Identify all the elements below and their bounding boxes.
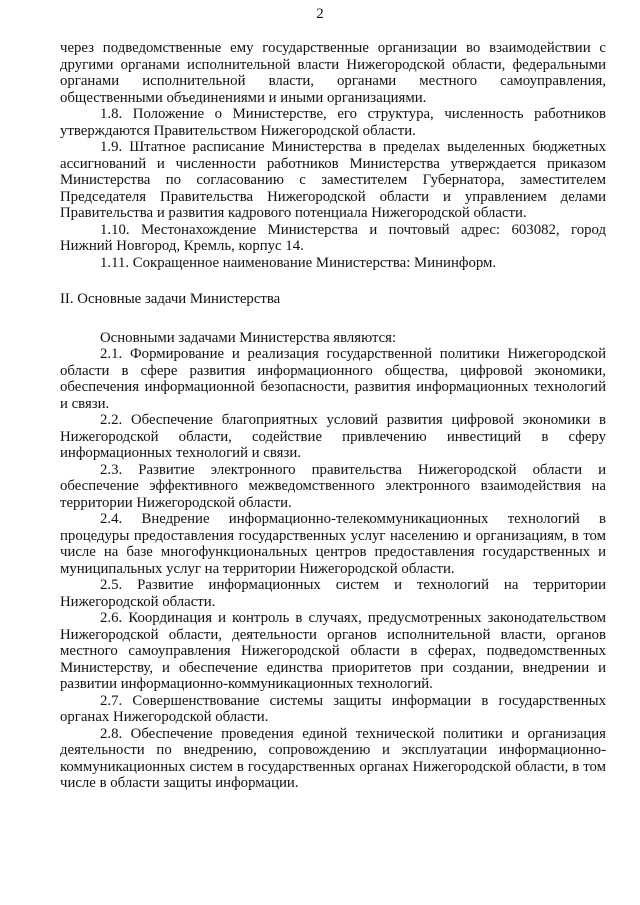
document-body <box>60 40 606 792</box>
paragraph-1-11: 1.11. Сокращенное наименование Министерства: Мининформ. <box>100 254 497 271</box>
paragraph-1-8: 1.8. Положение о Министерстве, его структура, численность работников утверждаются Правительством Нижегородской области. <box>60 106 606 139</box>
task-2-6: 2.6. Координация и контроль в случаях, предусмотренных законодательством Нижегородской области, деятельности органов исполнительной власти, органов местного самоуправления Нижегородской области в сферах, подведомственных Министерству, и обеспечение единства приоритетов при создании, внедрении и развитии информационно-коммуникационных технологий. <box>60 610 606 692</box>
task-2-5: 2.5. Развитие информационных систем и технологий на территории Нижегородской области. <box>60 577 606 610</box>
paragraph-1-9: 1.9. Штатное расписание Министерства в пределах выделенных бюджетных ассигнований и численности работников Министерства утверждается приказом Министерства по согласованию с заместителем Губернатора, заместителем Председателя Правительства Нижегородской области и управлением делами Правительства и развития кадрового потенциала Нижегородской области. <box>60 139 606 221</box>
task-2-7: 2.7. Совершенствование системы защиты информации в государственных органах Нижегородской области. <box>60 692 606 725</box>
paragraph-1-10: 1.10. Местонахождение Министерства и почтовый адрес: 603082, город Нижний Новгород, Кремль, корпус 14. <box>60 221 606 254</box>
section-intro: Основными задачами Министерства являются: <box>100 329 397 346</box>
section-heading: II. Основные задачи Министерства <box>60 291 281 307</box>
task-2-3: 2.3. Развитие электронного правительства Нижегородской области и обеспечение эффективного межведомственного электронного взаимодействия на территории Нижегородской области. <box>60 461 606 511</box>
task-2-1: 2.1. Формирование и реализация государственной политики Нижегородской области в сфере развития информационного общества, цифровой экономики, обеспечения информационной безопасности, развития информационных технологий и связи. <box>60 346 606 412</box>
task-2-8: 2.8. Обеспечение проведения единой технической политики и организация деятельности по внедрению, сопровождению и эксплуатации информационно-коммуникационных систем в государственных органах Нижегородской области, в том числе в области защиты информации. <box>60 725 606 791</box>
task-2-2: 2.2. Обеспечение благоприятных условий развития цифровой экономики в Нижегородской области, содействие привлечению инвестиций в сферу информационных технологий и связи. <box>60 412 606 461</box>
task-2-4: 2.4. Внедрение информационно-телекоммуникационных технологий в процедуры предоставления государственных услуг населению и организациям, в том числе на базе многофункциональных центров предоставления государственных и муниципальных услуг на территории Нижегородской области. <box>60 511 606 577</box>
page-number: 2 <box>316 6 324 22</box>
paragraph-continuation: через подведомственные ему государственные организации во взаимодействии с другими органами исполнительной власти Нижегородской области, федеральными органами исполнительной власти, органами местного самоуправления, общественными объединениями и иными организациями. <box>60 40 606 106</box>
